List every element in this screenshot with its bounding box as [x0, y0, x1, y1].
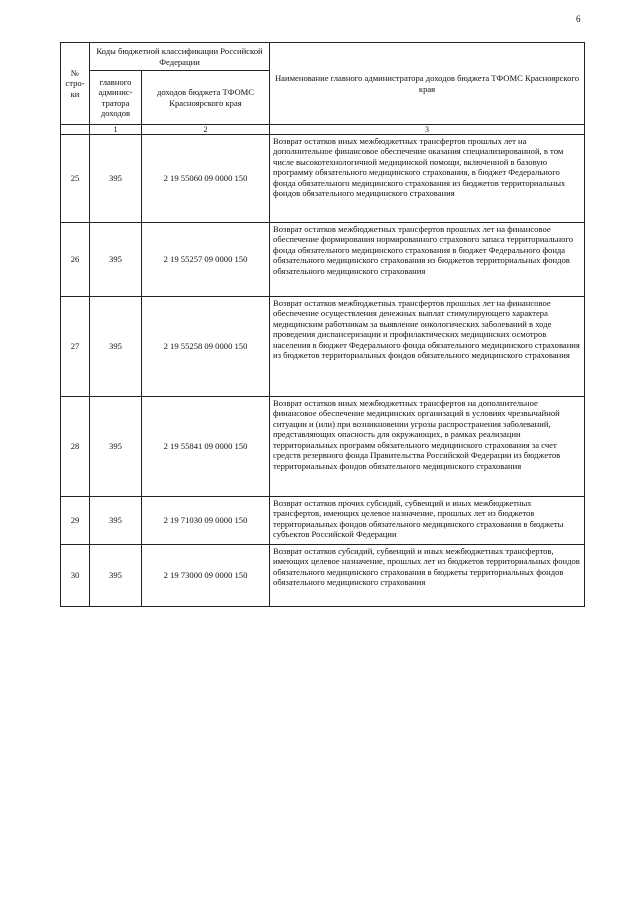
row-name: Возврат остатков субсидий, субвенций и иных межбюджетных трансфертов, имеющих целевое назначение, прошлых лет из бюджетов территориальных фондов обязательного медицинского страхования в бюджеты территориальных фондов обязательного медицинского страхования: [270, 545, 585, 607]
row-admin-code: 395: [90, 223, 142, 297]
row-income-code: 2 19 55257 09 0000 150: [142, 223, 270, 297]
header-chief-administrator: главного админис-тратора доходов: [90, 71, 142, 125]
row-name: Возврат остатков прочих субсидий, субвенций и иных межбюджетных трансфертов, имеющих целевое назначение, прошлых лет из бюджетов территориальных фондов обязательного медицинского страхования в бюджеты субъектов Российской Федерации: [270, 497, 585, 545]
row-admin-code: 395: [90, 497, 142, 545]
table-row: [61, 497, 585, 545]
table-row: [61, 297, 585, 397]
column-index-3: 3: [270, 125, 585, 135]
header-budget-codes: Коды бюджетной классификации Российской Федерации: [90, 43, 270, 71]
row-name: Возврат остатков межбюджетных трансфертов прошлых лет на финансовое обеспечение формирования нормированного страхового запаса территориального фонда обязательного медицинского страхования в бюджет Федерального фонда обязательного медицинского страхования из бюджетов территориальных фондов обязательного медицинского страхования: [270, 223, 585, 297]
header-row-number: № стро-ки: [61, 43, 90, 125]
header-administrator-name: Наименование главного администратора доходов бюджета ТФОМС Красноярского края: [270, 43, 585, 125]
row-admin-code: 395: [90, 135, 142, 223]
table-row: [61, 135, 585, 223]
row-income-code: 2 19 71030 09 0000 150: [142, 497, 270, 545]
row-number: 29: [61, 497, 90, 545]
row-admin-code: 395: [90, 397, 142, 497]
page-number: 6: [576, 14, 581, 24]
row-number: 26: [61, 223, 90, 297]
row-admin-code: 395: [90, 297, 142, 397]
row-number: 25: [61, 135, 90, 223]
row-income-code: 2 19 55258 09 0000 150: [142, 297, 270, 397]
row-income-code: 2 19 55060 09 0000 150: [142, 135, 270, 223]
row-admin-code: 395: [90, 545, 142, 607]
column-index-blank: [61, 125, 90, 135]
row-number: 28: [61, 397, 90, 497]
row-number: 30: [61, 545, 90, 607]
row-income-code: 2 19 73000 09 0000 150: [142, 545, 270, 607]
row-name: Возврат остатков иных межбюджетных трансфертов на дополнительное финансовое обеспечение медицинских организаций в условиях чрезвычайной ситуации и (или) при возникновении угрозы распространения заболеваний, представляющих опасность для окружающих, в рамках реализации территориальных программ обязательного медицинского страхования за счет средств резервного фонда Правительства Российской Федерации из бюджетов территориальных фондов обязательного медицинского страхования: [270, 397, 585, 497]
table-row: [61, 545, 585, 607]
header-income-codes: доходов бюджета ТФОМС Красноярского края: [142, 71, 270, 125]
table-row: [61, 397, 585, 497]
row-name: Возврат остатков иных межбюджетных трансфертов прошлых лет на дополнительное финансовое обеспечение оказания специализированной, в том числе высокотехнологичной медицинской помощи, включенной в базовую программу обязательного медицинского страхования, в бюджет Федерального фонда обязательного медицинского страхования из бюджетов территориальных фондов обязательного медицинского страхования: [270, 135, 585, 223]
column-index-2: 2: [142, 125, 270, 135]
row-income-code: 2 19 55841 09 0000 150: [142, 397, 270, 497]
budget-classification-table: [60, 42, 585, 607]
column-index-1: 1: [90, 125, 142, 135]
row-number: 27: [61, 297, 90, 397]
row-name: Возврат остатков межбюджетных трансфертов прошлых лет на финансовое обеспечение осуществления денежных выплат стимулирующего характера медицинским работникам за выявление онкологических заболеваний в ходе проведения диспансеризации и профилактических медицинских осмотров населения в бюджет Федерального фонда обязательного медицинского страхования из бюджетов территориальных фондов обязательного медицинского страхования: [270, 297, 585, 397]
table-row: [61, 223, 585, 297]
